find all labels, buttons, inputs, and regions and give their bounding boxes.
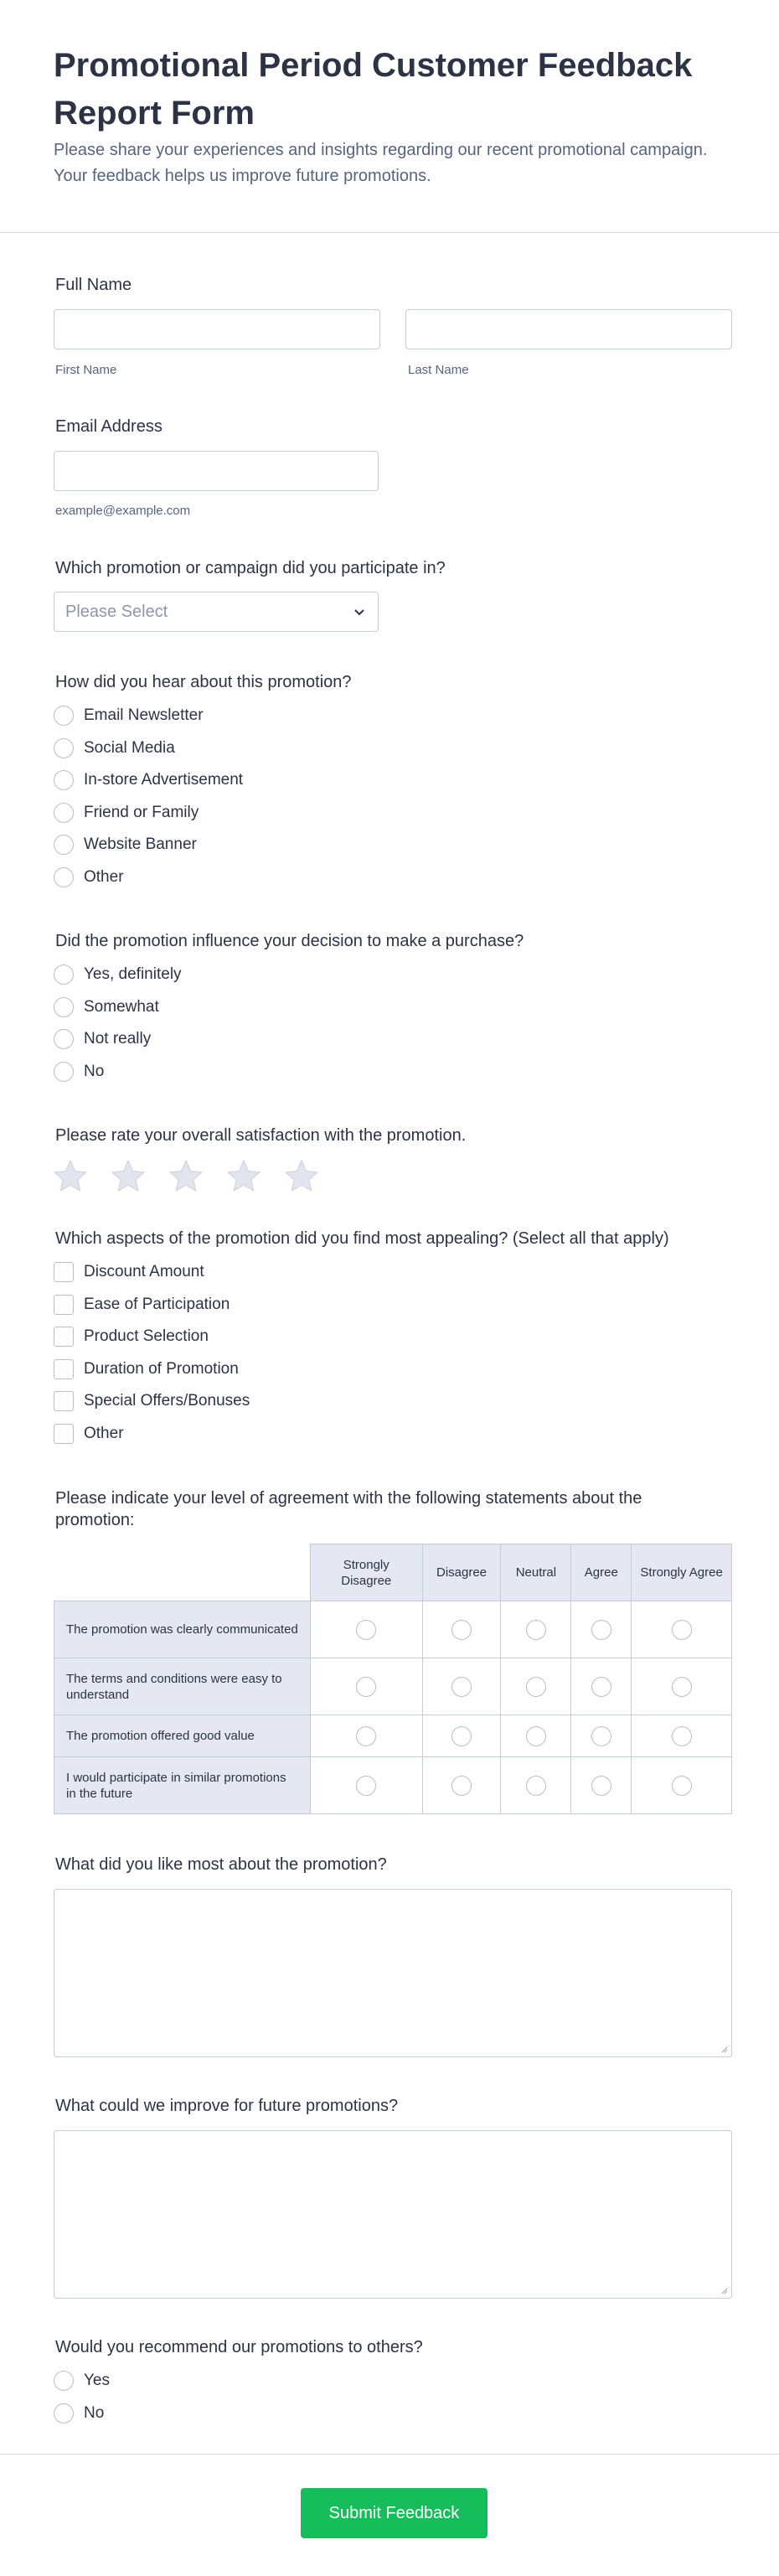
matrix-radio-button[interactable] xyxy=(451,1677,472,1697)
liked-label: What did you like most about the promotion? xyxy=(55,1855,387,1874)
matrix-row-label: The promotion offered good value xyxy=(54,1715,311,1757)
influence-option-label: No xyxy=(84,1062,105,1080)
radio-button[interactable] xyxy=(54,706,74,726)
checkbox[interactable] xyxy=(54,1359,74,1379)
star-icon[interactable] xyxy=(225,1158,262,1195)
matrix-radio-button[interactable] xyxy=(451,1776,472,1796)
checkbox[interactable] xyxy=(54,1262,74,1282)
matrix-cell xyxy=(501,1715,571,1757)
influence-option-label: Yes, definitely xyxy=(84,965,182,983)
hear-option-label: Social Media xyxy=(84,738,175,757)
star-icon[interactable] xyxy=(168,1158,204,1195)
hear-option[interactable] xyxy=(54,706,204,726)
matrix-radio-button[interactable] xyxy=(356,1776,376,1796)
influence-option-label: Not really xyxy=(84,1030,152,1048)
hear-option-label: Friend or Family xyxy=(84,803,199,821)
hear-option-label: Website Banner xyxy=(84,835,197,854)
matrix-row-label: The promotion was clearly communicated xyxy=(54,1601,311,1658)
email-input[interactable] xyxy=(54,451,379,491)
matrix-radio-button[interactable] xyxy=(672,1677,692,1697)
matrix-cell xyxy=(310,1715,422,1757)
matrix-corner xyxy=(54,1544,311,1601)
first-name-input[interactable] xyxy=(54,309,380,349)
star-icon[interactable] xyxy=(283,1158,320,1195)
hear-option-label: Other xyxy=(84,868,124,886)
matrix-cell xyxy=(632,1715,732,1757)
radio-button[interactable] xyxy=(54,738,74,758)
radio-button[interactable] xyxy=(54,1029,74,1049)
influence-label: Did the promotion influence your decision to make a purchase? xyxy=(55,932,524,950)
star-icon[interactable] xyxy=(110,1158,147,1195)
matrix-radio-button[interactable] xyxy=(672,1620,692,1640)
matrix-cell xyxy=(422,1757,501,1814)
matrix-radio-button[interactable] xyxy=(356,1620,376,1640)
hear-option[interactable] xyxy=(54,770,243,790)
aspects-option-label: Discount Amount xyxy=(84,1263,204,1280)
matrix-cell xyxy=(310,1658,422,1715)
matrix-cell xyxy=(632,1757,732,1814)
matrix-cell xyxy=(501,1757,571,1814)
matrix-column-header: Strongly Agree xyxy=(632,1544,732,1601)
matrix-column-header: Agree xyxy=(571,1544,632,1601)
last-name-sublabel: Last Name xyxy=(408,363,469,377)
matrix-cell xyxy=(310,1601,422,1658)
aspects-option[interactable] xyxy=(54,1327,209,1347)
satisfaction-label: Please rate your overall satisfaction with the promotion. xyxy=(55,1126,467,1145)
resize-grip-icon[interactable] xyxy=(720,2045,728,2053)
full-name-label: Full Name xyxy=(55,276,132,294)
aspects-option-label: Duration of Promotion xyxy=(84,1359,239,1378)
matrix-row xyxy=(54,1658,732,1715)
aspects-label: Which aspects of the promotion did you find most appealing? (Select all that apply) xyxy=(55,1229,669,1248)
matrix-cell xyxy=(422,1601,501,1658)
promotion-label: Which promotion or campaign did you participate in? xyxy=(55,559,446,577)
matrix-cell xyxy=(632,1658,732,1715)
hear-option-label: In-store Advertisement xyxy=(84,771,244,789)
aspects-option-label: Special Offers/Bonuses xyxy=(84,1392,250,1410)
matrix-column-header: Neutral xyxy=(501,1544,571,1601)
improve-label: What could we improve for future promotions? xyxy=(55,2097,399,2115)
radio-button[interactable] xyxy=(54,965,74,985)
first-name-sublabel: First Name xyxy=(55,363,117,377)
matrix-radio-button[interactable] xyxy=(526,1776,546,1796)
form-title: Promotional Period Customer Feedback Report Form xyxy=(54,47,693,132)
email-sublabel: example@example.com xyxy=(55,504,191,518)
radio-button[interactable] xyxy=(54,835,74,855)
matrix-cell xyxy=(310,1757,422,1814)
recommend-label: Would you recommend our promotions to others? xyxy=(55,2338,423,2356)
form-footer xyxy=(0,2454,779,2576)
form-description: Please share your experiences and insights regarding our recent promotional campaign. Your feedback helps us improve future promotions. xyxy=(54,141,708,185)
matrix-radio-button[interactable] xyxy=(526,1620,546,1640)
recommend-option-label: Yes xyxy=(84,2372,110,2389)
matrix-radio-button[interactable] xyxy=(672,1776,692,1796)
aspects-option[interactable] xyxy=(54,1424,124,1444)
hear-option[interactable] xyxy=(54,867,124,887)
radio-button[interactable] xyxy=(54,1062,74,1082)
matrix-row xyxy=(54,1601,732,1658)
matrix-cell xyxy=(422,1658,501,1715)
matrix-radio-button[interactable] xyxy=(356,1726,376,1746)
aspects-option[interactable] xyxy=(54,1262,204,1282)
aspects-option-label: Ease of Participation xyxy=(84,1295,230,1313)
promotion-select-value: Please Select xyxy=(65,602,168,621)
hear-option-label: Email Newsletter xyxy=(84,706,204,724)
promotion-select[interactable] xyxy=(54,592,379,632)
email-label: Email Address xyxy=(55,417,163,436)
influence-option[interactable] xyxy=(54,1062,104,1082)
matrix-radio-button[interactable] xyxy=(526,1726,546,1746)
matrix-radio-button[interactable] xyxy=(591,1776,611,1796)
recommend-option[interactable] xyxy=(54,2371,110,2391)
matrix-radio-button[interactable] xyxy=(672,1726,692,1746)
aspects-option[interactable] xyxy=(54,1391,250,1411)
matrix-row xyxy=(54,1715,732,1757)
matrix-cell xyxy=(571,1601,632,1658)
radio-button[interactable] xyxy=(54,770,74,790)
hear-label: How did you hear about this promotion? xyxy=(55,673,352,691)
matrix-radio-button[interactable] xyxy=(451,1726,472,1746)
checkbox[interactable] xyxy=(54,1391,74,1411)
influence-option[interactable] xyxy=(54,1029,151,1049)
matrix-row-label: I would participate in similar promotions in the future xyxy=(54,1757,311,1814)
matrix-cell xyxy=(571,1658,632,1715)
improve-textarea[interactable] xyxy=(54,2130,732,2299)
hear-option[interactable] xyxy=(54,835,197,855)
influence-option[interactable] xyxy=(54,965,182,985)
matrix-column-header: Strongly Disagree xyxy=(310,1544,422,1601)
matrix-cell xyxy=(571,1715,632,1757)
radio-button[interactable] xyxy=(54,867,74,887)
matrix-cell xyxy=(501,1601,571,1658)
aspects-option[interactable] xyxy=(54,1295,230,1315)
matrix-cell xyxy=(422,1715,501,1757)
matrix-row xyxy=(54,1757,732,1814)
matrix-column-header: Disagree xyxy=(422,1544,501,1601)
form-header xyxy=(0,0,779,233)
radio-button[interactable] xyxy=(54,2371,74,2391)
last-name-input[interactable] xyxy=(405,309,732,349)
resize-grip-icon[interactable] xyxy=(720,2286,728,2294)
hear-option[interactable] xyxy=(54,803,199,823)
agreement-matrix xyxy=(54,1544,732,1814)
hear-option[interactable] xyxy=(54,738,175,758)
radio-button[interactable] xyxy=(54,2403,74,2423)
star-icon[interactable] xyxy=(52,1158,89,1195)
checkbox[interactable] xyxy=(54,1424,74,1444)
influence-option-label: Somewhat xyxy=(84,997,159,1016)
liked-textarea[interactable] xyxy=(54,1889,732,2057)
matrix-row-label: The terms and conditions were easy to understand xyxy=(54,1658,311,1715)
checkbox[interactable] xyxy=(54,1295,74,1315)
matrix-radio-button[interactable] xyxy=(591,1726,611,1746)
matrix-cell xyxy=(571,1757,632,1814)
aspects-option-label: Other xyxy=(84,1425,124,1442)
matrix-radio-button[interactable] xyxy=(451,1620,472,1640)
checkbox[interactable] xyxy=(54,1327,74,1347)
matrix-radio-button[interactable] xyxy=(591,1620,611,1640)
radio-button[interactable] xyxy=(54,803,74,823)
aspects-option[interactable] xyxy=(54,1359,239,1379)
aspects-option-label: Product Selection xyxy=(84,1327,209,1346)
matrix-radio-button[interactable] xyxy=(591,1677,611,1697)
agreement-label: Please indicate your level of agreement with the following statements about the promotion: xyxy=(55,1489,642,1529)
recommend-option-label: No xyxy=(84,2403,105,2422)
matrix-radio-button[interactable] xyxy=(356,1677,376,1697)
matrix-cell xyxy=(501,1658,571,1715)
chevron-down-icon xyxy=(353,605,366,618)
matrix-cell xyxy=(632,1601,732,1658)
influence-option[interactable] xyxy=(54,997,159,1017)
recommend-option[interactable] xyxy=(54,2403,104,2423)
radio-button[interactable] xyxy=(54,997,74,1017)
submit-button[interactable]: Submit Feedback xyxy=(301,2488,488,2538)
matrix-radio-button[interactable] xyxy=(526,1677,546,1697)
